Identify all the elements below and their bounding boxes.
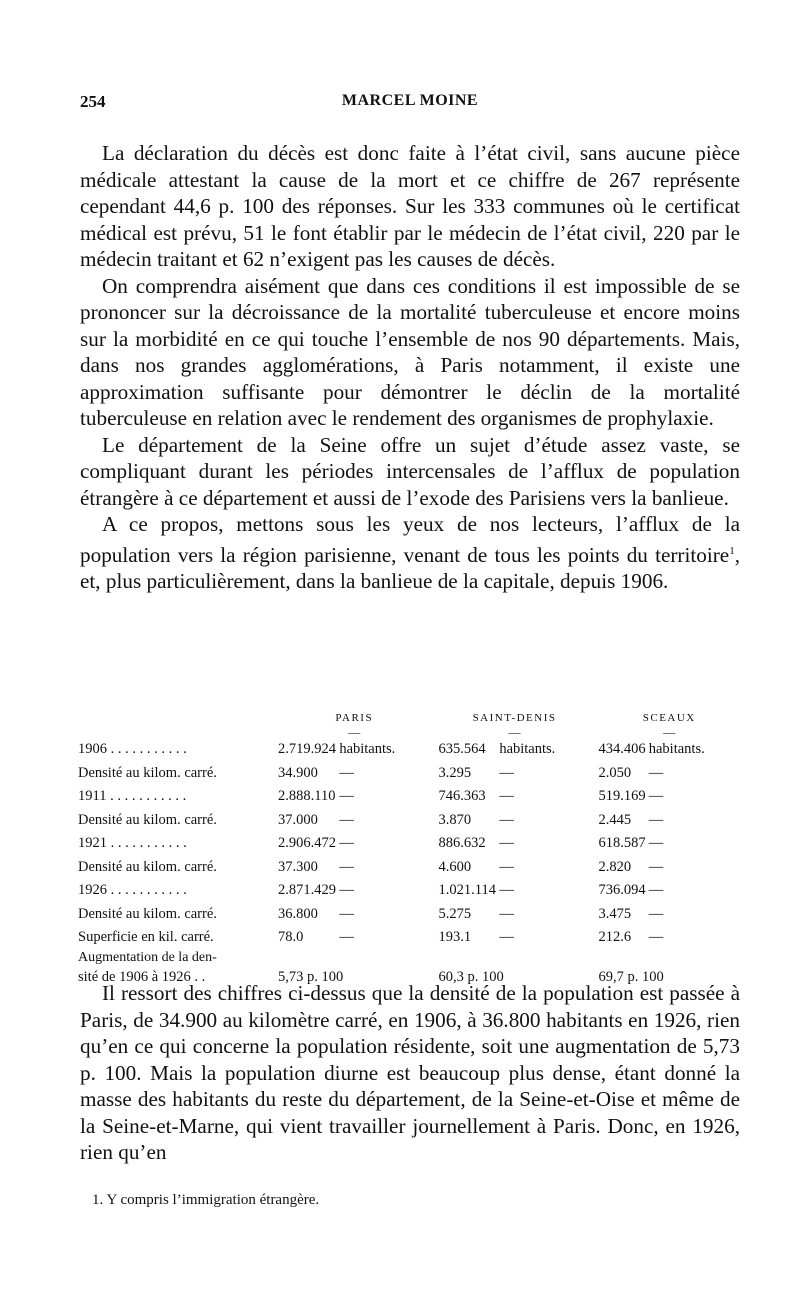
spacer — [557, 738, 595, 762]
dash: — — [663, 725, 676, 739]
spacer — [397, 926, 435, 950]
saint-denis-unit: — — [499, 764, 514, 781]
sceaux-unit: — — [648, 858, 664, 875]
saint-denis-value: 3.295 — [438, 764, 472, 781]
spacer — [557, 903, 595, 927]
table-body — [78, 738, 744, 989]
sceaux-value: 519.169 — [598, 788, 646, 804]
row-label: Superficie en kil. carré. — [78, 929, 214, 945]
saint-denis-augmentation: 60,3 p. 100 — [438, 968, 504, 985]
spacer — [557, 856, 595, 880]
paris-unit: — — [339, 905, 354, 922]
sceaux-value: 736.094 — [598, 882, 646, 898]
sceaux-value: 618.587 — [598, 835, 646, 851]
spacer — [397, 856, 435, 880]
paragraph-2: On comprendra aisément que dans ces conditions il est impossible de se prononcer sur la décroissance de la mortalité tuberculeuse et encore moins sur la morbidité en ce qui touche l’ensemble de nos 90 départements. Mais, dans nos grandes agglomérations, à Paris notamment, il existe une approximation suffisante pour démontrer le déclin de la mortalité tuberculeuse en relation avec le rendement des organismes de prophylaxie. — [80, 273, 740, 430]
saint-denis-unit: — — [499, 929, 514, 945]
saint-denis-unit: — — [499, 811, 514, 828]
saint-denis-value: 635.564 — [438, 741, 486, 757]
table-row — [78, 903, 744, 927]
row-label: 1921 . . . . . . . . . . . — [78, 835, 187, 851]
saint-denis-value: 5.275 — [438, 905, 472, 922]
sceaux-unit: — — [648, 882, 664, 898]
sceaux-value: 2.445 — [598, 811, 632, 828]
spacer — [397, 832, 435, 856]
saint-denis-value: 746.363 — [438, 788, 486, 804]
table-row — [78, 879, 744, 903]
sceaux-unit: habitants. — [648, 741, 705, 757]
spacer — [557, 762, 595, 786]
paris-value: 34.900 — [278, 764, 318, 781]
sceaux-augmentation: 69,7 p. 100 — [598, 968, 664, 985]
col-header-sceaux: SCEAUX — [642, 712, 696, 724]
footnote: 1. Y compris l’immigration étrangère. — [92, 1192, 320, 1208]
spacer — [706, 926, 744, 950]
page-number: 254 — [80, 92, 106, 111]
dash: — — [348, 725, 361, 739]
row-label-line-2: sité de 1906 à 1926 . . — [78, 968, 206, 985]
paragraph-4 — [80, 511, 740, 595]
saint-denis-unit: — — [499, 835, 514, 851]
saint-denis-unit: — — [499, 858, 514, 875]
footnote-marker[interactable]: 1 — [729, 544, 735, 557]
row-label: Densité au kilom. carré. — [78, 858, 217, 875]
table-header-row — [78, 710, 744, 726]
saint-denis-unit: — — [499, 882, 514, 898]
paragraph-3: Le département de la Seine offre un sujet d’étude assez vaste, se compliquant durant les périodes intercensales de l’afflux de population étrangère à ce département et aussi de l’exode des Parisiens vers la banlieue. — [80, 432, 740, 510]
spacer — [397, 809, 435, 833]
sceaux-unit: — — [648, 905, 664, 922]
paris-unit: — — [339, 764, 354, 781]
table-row — [78, 809, 744, 833]
spacer — [557, 809, 595, 833]
spacer — [397, 738, 435, 762]
table-row — [78, 856, 744, 880]
spacer — [557, 879, 595, 903]
saint-denis-value: 4.600 — [438, 858, 472, 875]
paris-unit: — — [339, 858, 354, 875]
paris-value: 2.906.472 — [278, 835, 336, 851]
saint-denis-value: 1.021.114 — [438, 882, 496, 898]
spacer — [706, 738, 744, 762]
table-row — [78, 762, 744, 786]
row-label: Densité au kilom. carré. — [78, 811, 217, 828]
saint-denis-unit: — — [499, 905, 514, 922]
body-text-top — [80, 140, 740, 595]
paris-value: 37.000 — [278, 811, 318, 828]
sceaux-unit: — — [648, 929, 664, 945]
population-table — [78, 710, 744, 989]
sceaux-value: 2.820 — [598, 858, 632, 875]
table-row — [78, 832, 744, 856]
page-header — [80, 92, 740, 116]
sceaux-unit: — — [648, 788, 664, 804]
sceaux-value: 2.050 — [598, 764, 632, 781]
row-label: 1911 . . . . . . . . . . . — [78, 788, 187, 804]
paris-value: 2.888.110 — [278, 788, 336, 804]
paris-augmentation: 5,73 p. 100 — [278, 968, 344, 985]
spacer — [557, 926, 595, 950]
spacer — [397, 785, 435, 809]
col-header-paris: PARIS — [335, 712, 374, 724]
spacer — [557, 832, 595, 856]
col-header-saint-denis: SAINT-DENIS — [472, 712, 557, 724]
paragraph-4-text: A ce propos, mettons sous les yeux de nos lecteurs, l’afflux de la population vers la région parisienne, venant de tous les points du territoire — [80, 512, 740, 567]
sceaux-unit: — — [648, 835, 664, 851]
paris-value: 78.0 — [278, 929, 304, 945]
paragraph-5: Il ressort des chiffres ci-dessus que la densité de la population est passée à Paris, de 34.900 au kilomètre carré, en 1906, à 36.800 habitants en 1926, rien qu’en ce qui concerne la population résidente, soit une augmentation de 5,73 p. 100. Mais la population diurne est beaucoup plus dense, étant donné la masse des habitants du reste du département, de la Seine-et-Oise et même de la Seine-et-Marne, qui vient travailler journellement à Paris. Donc, en 1926, rien qu’en — [80, 981, 740, 1164]
sceaux-value: 434.406 — [598, 741, 646, 757]
spacer — [706, 785, 744, 809]
spacer — [397, 879, 435, 903]
saint-denis-value: 3.870 — [438, 811, 472, 828]
spacer — [706, 832, 744, 856]
paris-value: 2.871.429 — [278, 882, 336, 898]
row-label: Densité au kilom. carré. — [78, 764, 217, 781]
saint-denis-unit: — — [499, 788, 514, 804]
spacer — [706, 903, 744, 927]
saint-denis-value: 193.1 — [438, 929, 472, 945]
row-label: Densité au kilom. carré. — [78, 905, 217, 922]
spacer — [557, 785, 595, 809]
row-label: 1926 . . . . . . . . . . . — [78, 882, 187, 898]
spacer — [706, 856, 744, 880]
spacer — [706, 809, 744, 833]
running-title: MARCEL MOINE — [341, 92, 479, 109]
spacer — [397, 762, 435, 786]
row-label-line-1: Augmentation de la den- — [78, 949, 217, 965]
paris-unit: — — [339, 835, 354, 851]
paris-unit: — — [339, 788, 354, 804]
spacer — [706, 879, 744, 903]
table-row — [78, 785, 744, 809]
table-row — [78, 926, 744, 950]
paragraph-1: La déclaration du décès est donc faite à l’état civil, sans aucune pièce médicale attestant la cause de la mort et ce chiffre de 267 représente cependant 44,6 p. 100 des réponses. Sur les 333 communes où le certificat médical est prévu, 51 le font établir par le médecin de l’état civil, 220 par le médecin traitant et 62 n’exigent pas les causes de décès. — [80, 141, 740, 271]
saint-denis-unit: habitants. — [499, 741, 556, 757]
spacer — [706, 762, 744, 786]
paris-value: 2.719.924 — [278, 741, 336, 757]
sceaux-value: 212.6 — [598, 929, 632, 945]
paris-value: 36.800 — [278, 905, 318, 922]
dash: — — [508, 725, 521, 739]
sceaux-value: 3.475 — [598, 905, 632, 922]
paragraph-4-tail: , et, plus particulièrement, dans la banlieue de la capitale, depuis 1906. — [80, 542, 740, 594]
body-text-bottom — [80, 980, 740, 1166]
paris-unit: — — [339, 929, 354, 945]
paris-unit: — — [339, 811, 354, 828]
sceaux-unit: — — [648, 811, 664, 828]
row-label: 1906 . . . . . . . . . . . — [78, 741, 187, 757]
paris-value: 37.300 — [278, 858, 318, 875]
header-dash-row — [78, 726, 744, 738]
saint-denis-value: 886.632 — [438, 835, 486, 851]
paris-unit: — — [339, 882, 354, 898]
spacer — [397, 903, 435, 927]
sceaux-unit: — — [648, 764, 664, 781]
paris-unit: habitants. — [339, 741, 396, 757]
table-row — [78, 738, 744, 762]
